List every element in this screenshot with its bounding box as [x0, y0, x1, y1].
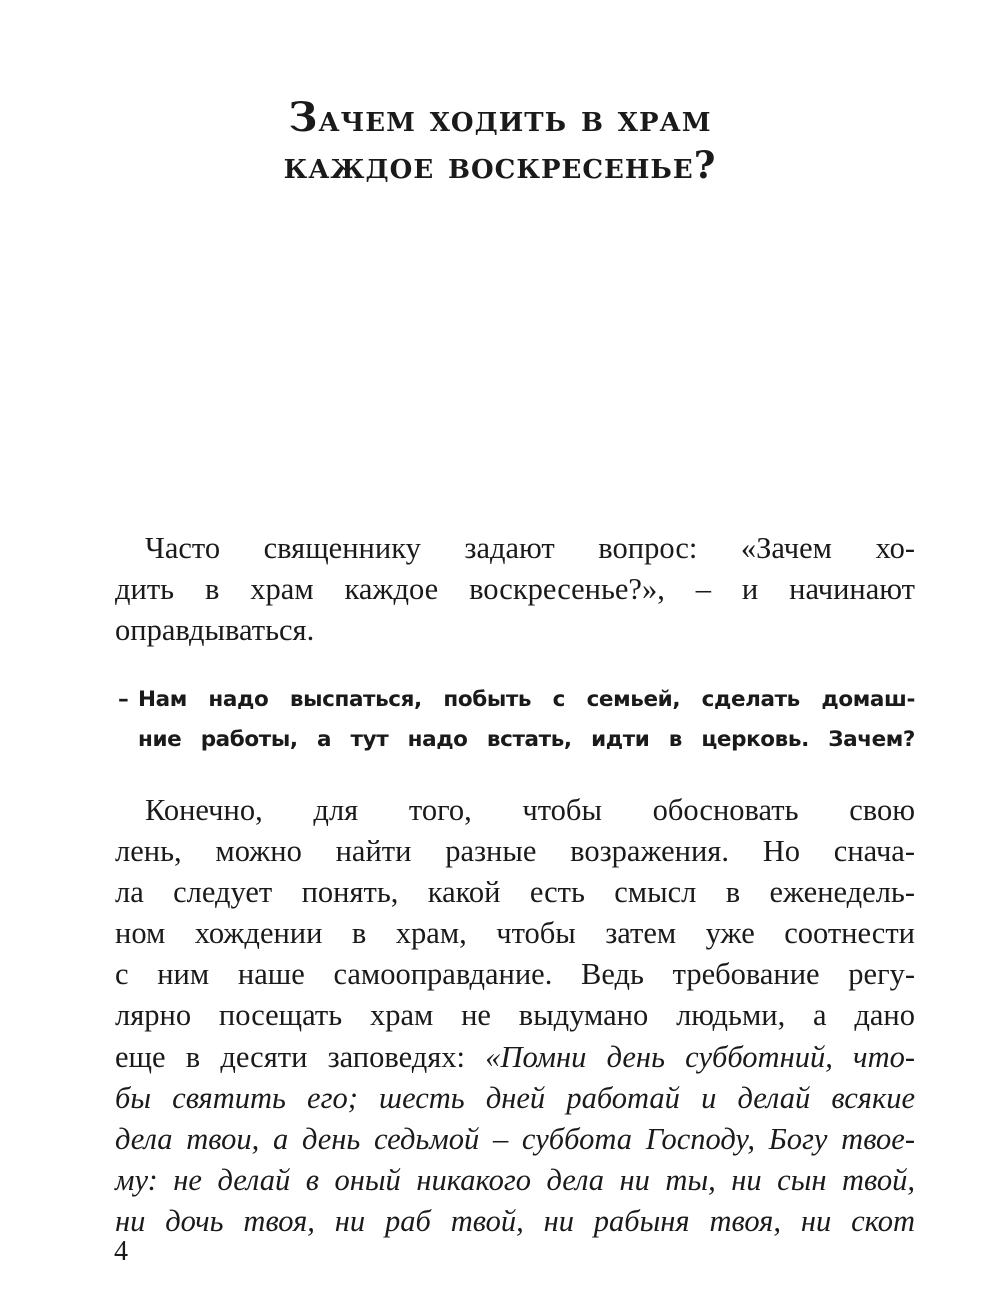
chapter-title-line-1: Зачем ходить в храм	[288, 94, 712, 141]
text-line	[115, 872, 915, 913]
page-number: 4	[114, 1236, 128, 1267]
text-segment: с ним наше самооправдание. Ведь требование регу-	[115, 957, 915, 992]
paragraph-main	[115, 790, 915, 1242]
text-segment: Конечно, для того, чтобы обосновать свою	[145, 793, 915, 827]
chapter-title	[0, 94, 1000, 189]
text-segment: лярно посещать храм не выдумано людьми, а дано	[115, 998, 915, 1033]
text-segment: ном хождении в храм, чтобы затем уже соотнести	[115, 916, 915, 951]
dialog-line	[118, 720, 915, 760]
italic-quote-text: дела твои, а день седьмой – суббота Господу, Богу твое-	[115, 1121, 915, 1156]
italic-quote-text: му: не делай в оный никакого дела ни ты, ни сын твой,	[115, 1162, 915, 1197]
text-line	[115, 1037, 915, 1078]
text-segment: оправдываться.	[115, 613, 315, 648]
text-segment: ла следует понять, какой есть смысл в еженедель-	[115, 875, 915, 910]
text-line	[115, 1160, 915, 1201]
text-line	[115, 790, 915, 831]
dialog-line	[118, 680, 915, 720]
text-line	[115, 954, 915, 995]
dialog-text: ние работы, а тут надо встать, идти в церковь. Зачем?	[138, 727, 915, 752]
text-segment: дить в храм каждое воскресенье?», – и начинают	[115, 572, 915, 607]
text-line	[115, 1119, 915, 1160]
italic-quote-text: ни дочь твоя, ни раб твой, ни рабыня твоя, ни скот	[115, 1203, 915, 1238]
text-segment: Часто священнику задают вопрос: «Зачем хо-	[145, 531, 915, 565]
dialog-dash: –	[118, 687, 129, 712]
text-line	[115, 569, 915, 610]
text-line	[115, 831, 915, 872]
text-line	[115, 610, 915, 651]
text-line	[115, 913, 915, 954]
italic-quote-text: «Помни день субботний, что-	[485, 1039, 916, 1074]
text-segment: лень, можно найти разные возражения. Но снача-	[115, 834, 915, 869]
text-line	[115, 995, 915, 1036]
text-line	[115, 1201, 915, 1242]
italic-quote-text: бы святить его; шесть дней работай и делай всякие	[115, 1080, 915, 1115]
chapter-title-line-2: каждое воскресенье?	[283, 143, 717, 187]
text-line	[115, 528, 915, 569]
dialog-text: Нам надо выспаться, побыть с семьей, сделать домаш-	[138, 687, 915, 712]
text-line	[115, 1078, 915, 1119]
text-segment: еще в десяти заповедях:	[115, 1039, 486, 1074]
dialog-quote	[118, 680, 915, 760]
paragraph-intro	[115, 528, 915, 651]
